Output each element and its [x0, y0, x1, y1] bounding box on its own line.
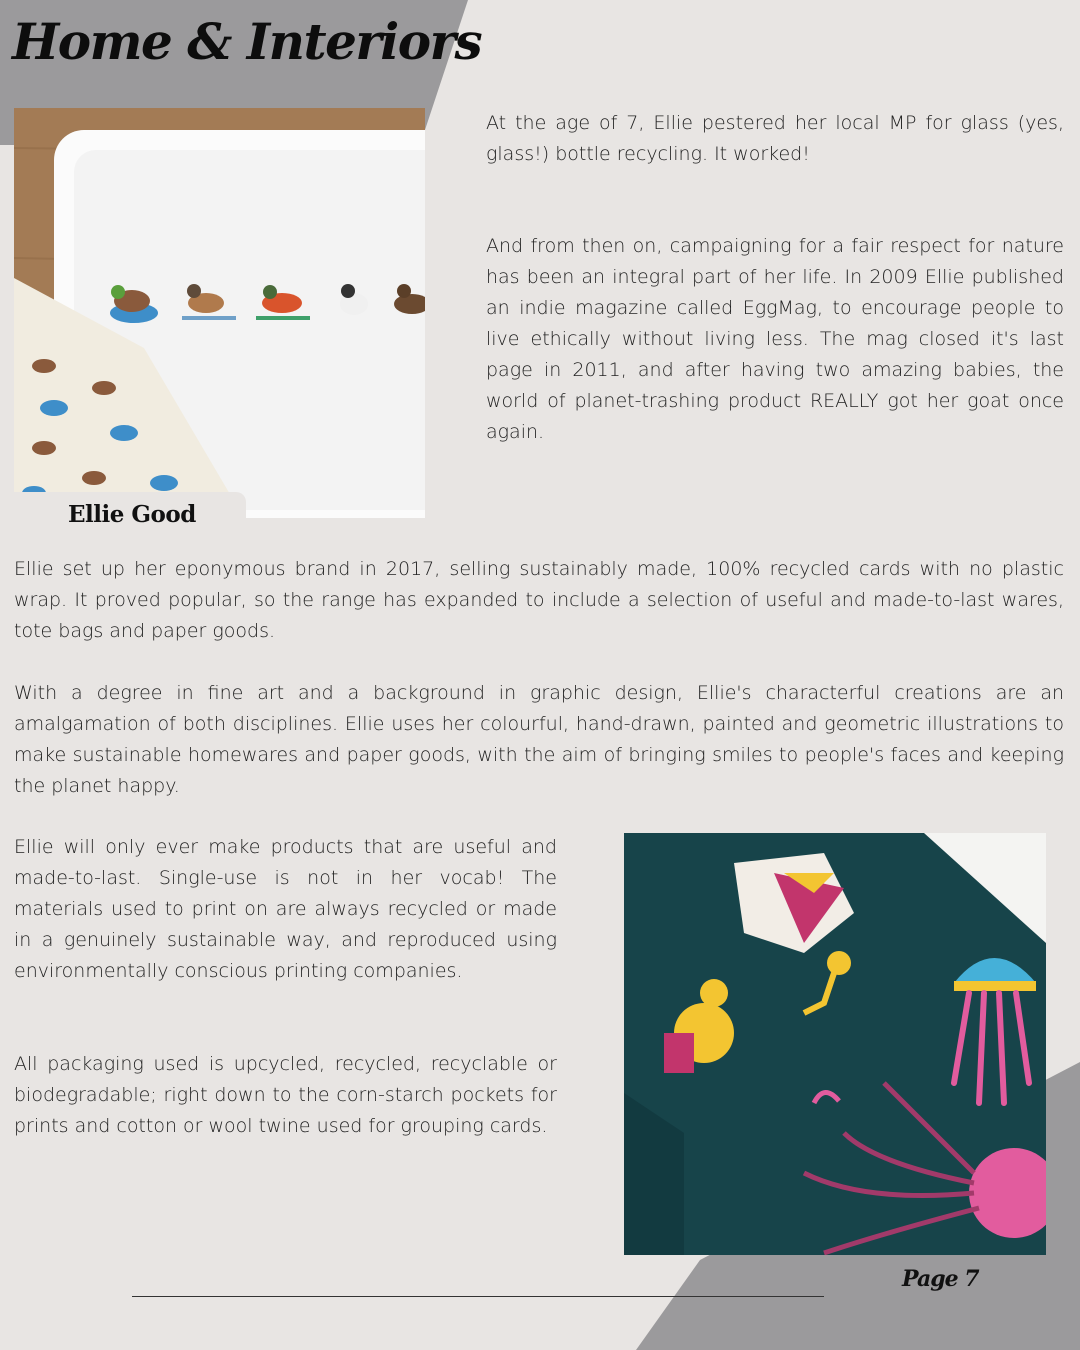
prints-photo	[624, 833, 1046, 1255]
photo-caption: Ellie Good	[68, 501, 196, 528]
intro-paragraph-2: And from then on, campaigning for a fair respect for nature has been an integral part of her life. In 2009 Ellie published an indie magazine called EggMag, to encourage people to live ethically without living less. The mag closed it's last page in 2011, and after having two amazing babies, the world of planet-trashing product REALLY got her goat once again.	[486, 235, 1064, 443]
body-paragraph-2: With a degree in fine art and a background in graphic design, Ellie's characterful creations are an amalgamation of both disciplines. Ellie uses her colourful, hand-drawn, painted and geometric illustrations to make sustainable homewares and paper goods, with the aim of bringing smiles to people's faces and keeping the planet happy.	[14, 682, 1064, 797]
footer-divider	[132, 1296, 824, 1297]
tray-photo	[14, 108, 425, 518]
body-paragraph-1: Ellie set up her eponymous brand in 2017, selling sustainably made, 100% recycled cards with no plastic wrap. It proved popular, so the range has expanded to include a selection of useful and made-to-last wares, tote bags and paper goods.	[14, 558, 1064, 642]
body-paragraph-3: Ellie will only ever make products that are useful and made-to-last. Single-use is not in her vocab! The materials used to print on are always recycled or made in a genuinely sustainable way, and reproduced using environmentally conscious printing companies.	[14, 836, 557, 982]
body-paragraph-4: All packaging used is upcycled, recycled, recyclable or biodegradable; right down to the corn-starch pockets for prints and cotton or wool twine used for grouping cards.	[14, 1053, 557, 1137]
intro-paragraph-1: At the age of 7, Ellie pestered her local MP for glass (yes, glass!) bottle recycling. It worked!	[486, 112, 1064, 165]
page-number: Page 7	[902, 1266, 979, 1292]
page-title: Home & Interiors	[12, 12, 482, 71]
